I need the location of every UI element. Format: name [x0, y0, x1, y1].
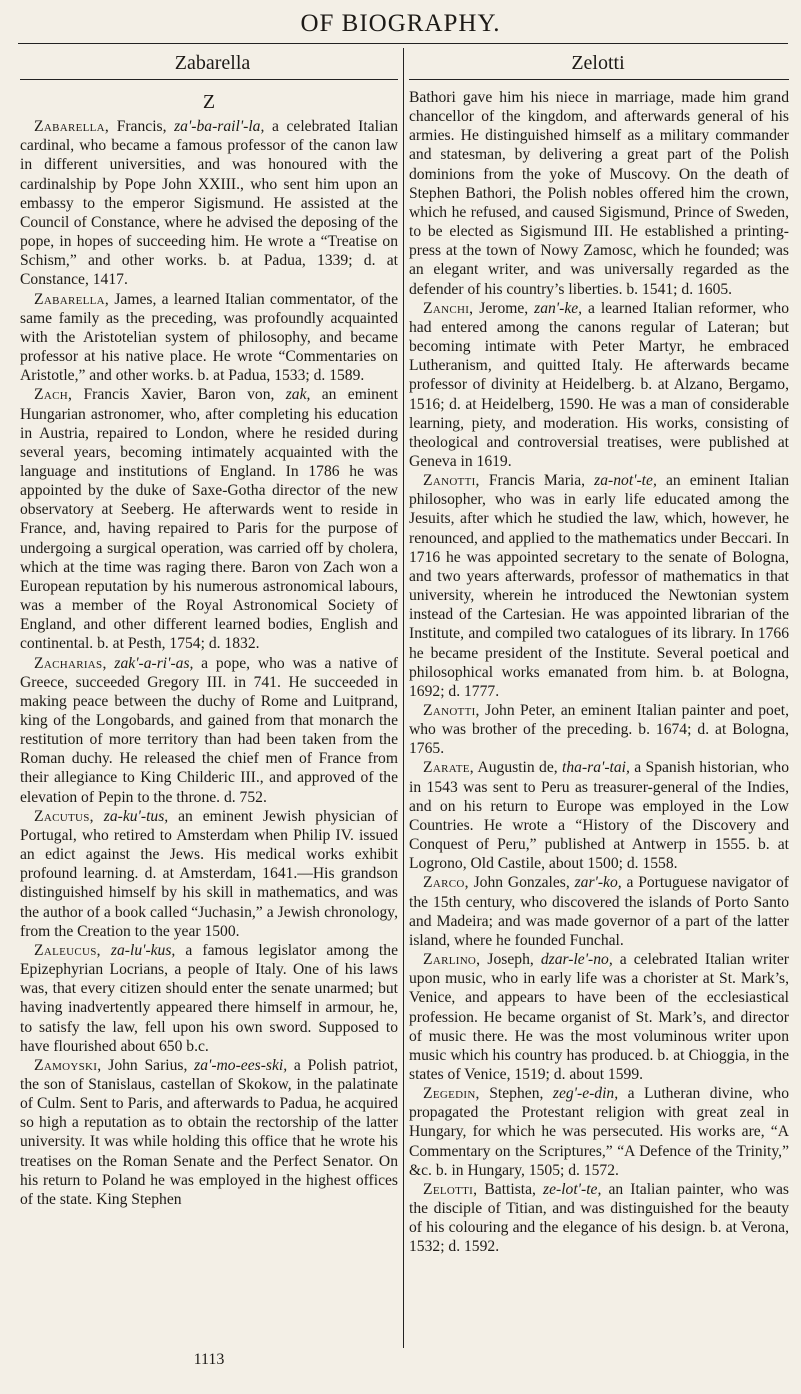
entry-headword: Zabarella, [34, 118, 110, 136]
entry-headword: Zarco, [423, 874, 469, 892]
biography-entry [409, 88, 789, 299]
entry-headword: Zegedin, [423, 1085, 480, 1103]
biography-entry [20, 117, 398, 289]
entry-pronunciation: zeg'-e-din, [552, 1085, 619, 1103]
biography-entry [20, 654, 398, 807]
entry-text: Stephen, [479, 1085, 553, 1103]
entry-text: a celebrated Italian cardinal, who became a famous professor of the canon law in different universities, and was honoured with the cardinalship by Pope John XXIII., who sent him upon an embassy to the emperor Sigismund. He assisted at the Council of Constance, where he advised the deposing of the pope, in hopes of succeeding him. He wrote a “Treatise on Schism,” and other works. b. at Padua, 1339; d. at Constance, 1417. [20, 118, 398, 289]
entry-headword: Zach, [34, 386, 73, 404]
entry-text: John Sarius, [101, 1056, 195, 1074]
entry-text: a celebrated Italian writer upon music, who in early life was a chorister at St. Mark’s, Venice, and appears to have been of the ecclesiastical profession. He became organist of St. Mark’s, and director of music there. He was the most voluminous writer upon music which his country has produced. b. at Chioggia, in the states of Venice, 1519; d. about 1599. [409, 951, 789, 1083]
biography-entry [20, 385, 398, 653]
right-column [409, 88, 789, 1257]
entry-pronunciation: dzar-le'-no, [540, 951, 613, 969]
entry-pronunciation: za'-mo-ees-ski, [194, 1056, 288, 1074]
entry-text: Battista, [477, 1180, 544, 1198]
entry-text: a Portuguese navigator of the 15th century, who discovered the islands of Porto Santo and Madeira; and was made governor of a part of the latter island, where he founded Funchal. [409, 874, 789, 949]
entry-pronunciation: za-ku'-tus, [103, 807, 169, 825]
entry-text: Francis, [109, 118, 175, 136]
entry-text: a Lutheran divine, who propagated the Protestant religion with great zeal in Hungary, for which he was persecuted. His works are, “A Commentary on the Scriptures,” “A Defence of the Trinity,” &c. b. in Hungary, 1505; d. 1572. [409, 1085, 790, 1179]
entry-headword: Zanotti, [423, 472, 480, 490]
entry-text: Francis Maria, [479, 472, 595, 490]
entry-text: a pope, who was a native of Greece, succeeded Gregory III. in 741. He succeeded in making peace between the duchy of Rome and Luitprand, king of the Longobards, and gained from that monarch the restitution of more territory than had been taken from the Roman duchy. He released the chief men of France from their allegiance to King Childeric III., and approved of the elevation of Pepin to the throne. d. 752. [20, 654, 398, 806]
entry-text [94, 808, 104, 825]
entry-headword: Zarlino, [423, 951, 481, 969]
entry-text: Jerome, [473, 299, 535, 317]
entry-text: an Italian painter, who was the disciple of Titian, and was distinguished for the beauty of his colouring and the elegance of his design. b. at Verona, 1532; d. 1592. [409, 1180, 789, 1256]
right-entries [409, 88, 789, 1257]
left-column-head: Zabarella [174, 52, 251, 74]
biography-entry [409, 701, 789, 758]
entry-headword: Zabarella, [34, 290, 110, 308]
right-column-head: Zelotti [571, 52, 625, 74]
entry-pronunciation: ze-lot'-te, [543, 1180, 602, 1198]
entry-headword: Zanchi, [423, 299, 474, 317]
entry-headword: Zaleucus, [34, 941, 101, 959]
left-head-rule [20, 79, 398, 80]
entry-text: an eminent Jewish physician of Portugal, who retired to Amsterdam when Philip IV. issued an edict against the Jews. His medical works exhibit profound learning. d. at Amsterdam, 1641.—His grandson distinguished himself by his skill in mathematics, and was the author of a book called “Juchasin,” a Jewish chronology, from the Creation to the year 1500. [20, 807, 398, 940]
biography-entry [20, 941, 398, 1056]
left-entries [20, 117, 398, 1209]
entry-text: Joseph, [480, 951, 541, 969]
entry-text: a famous legislator among the Epizephyrian Locrians, a people of Italy. One of his laws was, that every citizen should enter the senate unarmed; but having inadvertently appeared there himself in armour, he, to satisfy the law, fell upon his own sword. Supposed to have flourished about 650 b.c. [20, 941, 398, 1055]
entry-pronunciation: za-not'-te, [594, 472, 657, 490]
biography-entry [409, 873, 789, 950]
entry-text: Augustin de, [473, 759, 563, 777]
biography-entry [409, 471, 789, 701]
entry-pronunciation: tha-ra'-tai, [562, 759, 630, 777]
entry-text: a Spanish historian, who in 1543 was sent to Peru as treasurer-general of the Indies, and on his return to Europe was employed in the Low Countries. He wrote a “History of the Discovery and Conquest of Peru,” published at Antwerp in 1555. b. at Logrono, Old Castile, about 1500; d. 1558. [409, 759, 789, 873]
entry-headword: Zanotti, [423, 702, 480, 719]
entry-pronunciation: zan'-ke, [534, 299, 583, 317]
entry-headword: Zacharias, [34, 654, 107, 672]
entry-text: a learned Italian reformer, who had entered among the canons regular of Lateran; but becoming intimate with Peter Martyr, he embraced Lutheranism, and quitted Italy. He afterwards became professor of divinity at Heidelberg. b. at Alzano, Bergamo, 1516; d. at Heidelberg, 1590. He was a man of considerable learning, piety, and moderation. His works, consisting of theological and controversial treatises, were published at Geneva in 1619. [409, 299, 789, 470]
entry-headword: Zarate, [423, 759, 474, 777]
entry-pronunciation: za-lu'-kus, [110, 941, 176, 959]
left-column [20, 83, 398, 1209]
entry-pronunciation: zak, [285, 386, 311, 404]
biography-entry [409, 1084, 789, 1180]
entry-headword: Zacutus, [34, 807, 94, 825]
entry-text: Bathori gave him his niece in marriage, made him grand chancellor of the kingdom, and afterwards general of his armies. He distinguished himself as a military commander and statesman, by delivering a great part of the Polish dominions from the yoke of Muscovy. On the death of Stephen Bathori, the Polish nobles offered him the crown, which he refused, and caused Sigismund, Prince of Sweden, to be elected as Sigismund III. He established a printing-press at the town of Nowy Zamosc, which he founded; was an elegant writer, and was universally regarded as the defender of his country’s liberties. b. 1541; d. 1605. [409, 89, 789, 298]
entry-pronunciation: zak'-a-ri'-as, [114, 654, 194, 672]
entry-headword: Zelotti, [423, 1180, 478, 1198]
biography-entry [20, 290, 398, 386]
page-title: OF BIOGRAPHY. [300, 10, 501, 37]
section-letter: Z [202, 91, 216, 113]
biography-entry [409, 299, 789, 471]
entry-headword: Zamoyski, [34, 1056, 102, 1074]
entry-text: John Peter, an eminent Italian painter and poet, who was brother of the preceding. b. 1674; d. at Bologna, 1765. [409, 702, 789, 758]
biography-entry [20, 807, 398, 941]
entry-text: John Gonzales, [468, 874, 575, 892]
entry-text [101, 942, 111, 959]
header-rule [18, 43, 788, 44]
page-number: 1113 [193, 1351, 225, 1368]
entry-text: a Polish patriot, the son of Stanislaus, castellan of Skokow, in the palatinate of Culm. Sent to Paris, and afterwards to Padua, he acquired so high a reputation as to obtain the rectorship of the latter university. It was while holding this office that he wrote his treatises on the Roman Senate and the Perfect Senator. On his return to Poland he was employed in the highest offices of the state. King Stephen [20, 1056, 398, 1208]
right-head-rule [409, 79, 789, 80]
biography-entry [20, 1056, 398, 1209]
column-divider [403, 48, 404, 1348]
biography-entry [409, 950, 789, 1084]
entry-text: James, a learned Italian commentator, of the same family as the preceding, was profoundly acquainted with the Aristotelian system of philosophy, and became professor at his native place. He wrote “Commentaries on Aristotle,” and other works. b. at Padua, 1533; d. 1589. [20, 290, 398, 385]
entry-pronunciation: za'-ba-rail'-la, [174, 118, 265, 136]
entry-text: an eminent Hungarian astronomer, who, after completing his education in Austria, repaired to London, where he resided during several years, becoming intimately acquainted with the language and institutions of England. In 1786 he was appointed by the duke of Saxe-Gotha director of the new observatory at Seeberg. He afterwards went to reside in France, and, having repaired to Paris for the purpose of undergoing a surgical operation, was carried off by cholera, which at the time was raging there. Baron von Zach won a European reputation by his numerous astronomical labours, was a member of the Royal Astronomical Society of England, and other different learned bodies, English and continental. b. at Pesth, 1754; d. 1832. [20, 386, 398, 653]
entry-text: Francis Xavier, Baron von, [72, 386, 286, 404]
biography-entry [409, 1180, 789, 1257]
entry-pronunciation: zar'-ko, [574, 874, 622, 892]
biography-entry [409, 758, 789, 873]
entry-text: an eminent Italian philosopher, who was in early life educated among the Jesuits, after which he studied the law, which, however, he renounced, and applied to the mathematics under Beccari. In 1716 he was appointed secretary to the senate of Bologna, and two years afterwards, professor of mathematics in that university, wherein he introduced the Newtonian system instead of the Cartesian. He was appointed librarian of the Institute, and compiled two catalogues of its library. In 1766 he became president of the Institute. Several poetical and philosophical works emanated from him. b. at Bologna, 1692; d. 1777. [409, 472, 789, 700]
